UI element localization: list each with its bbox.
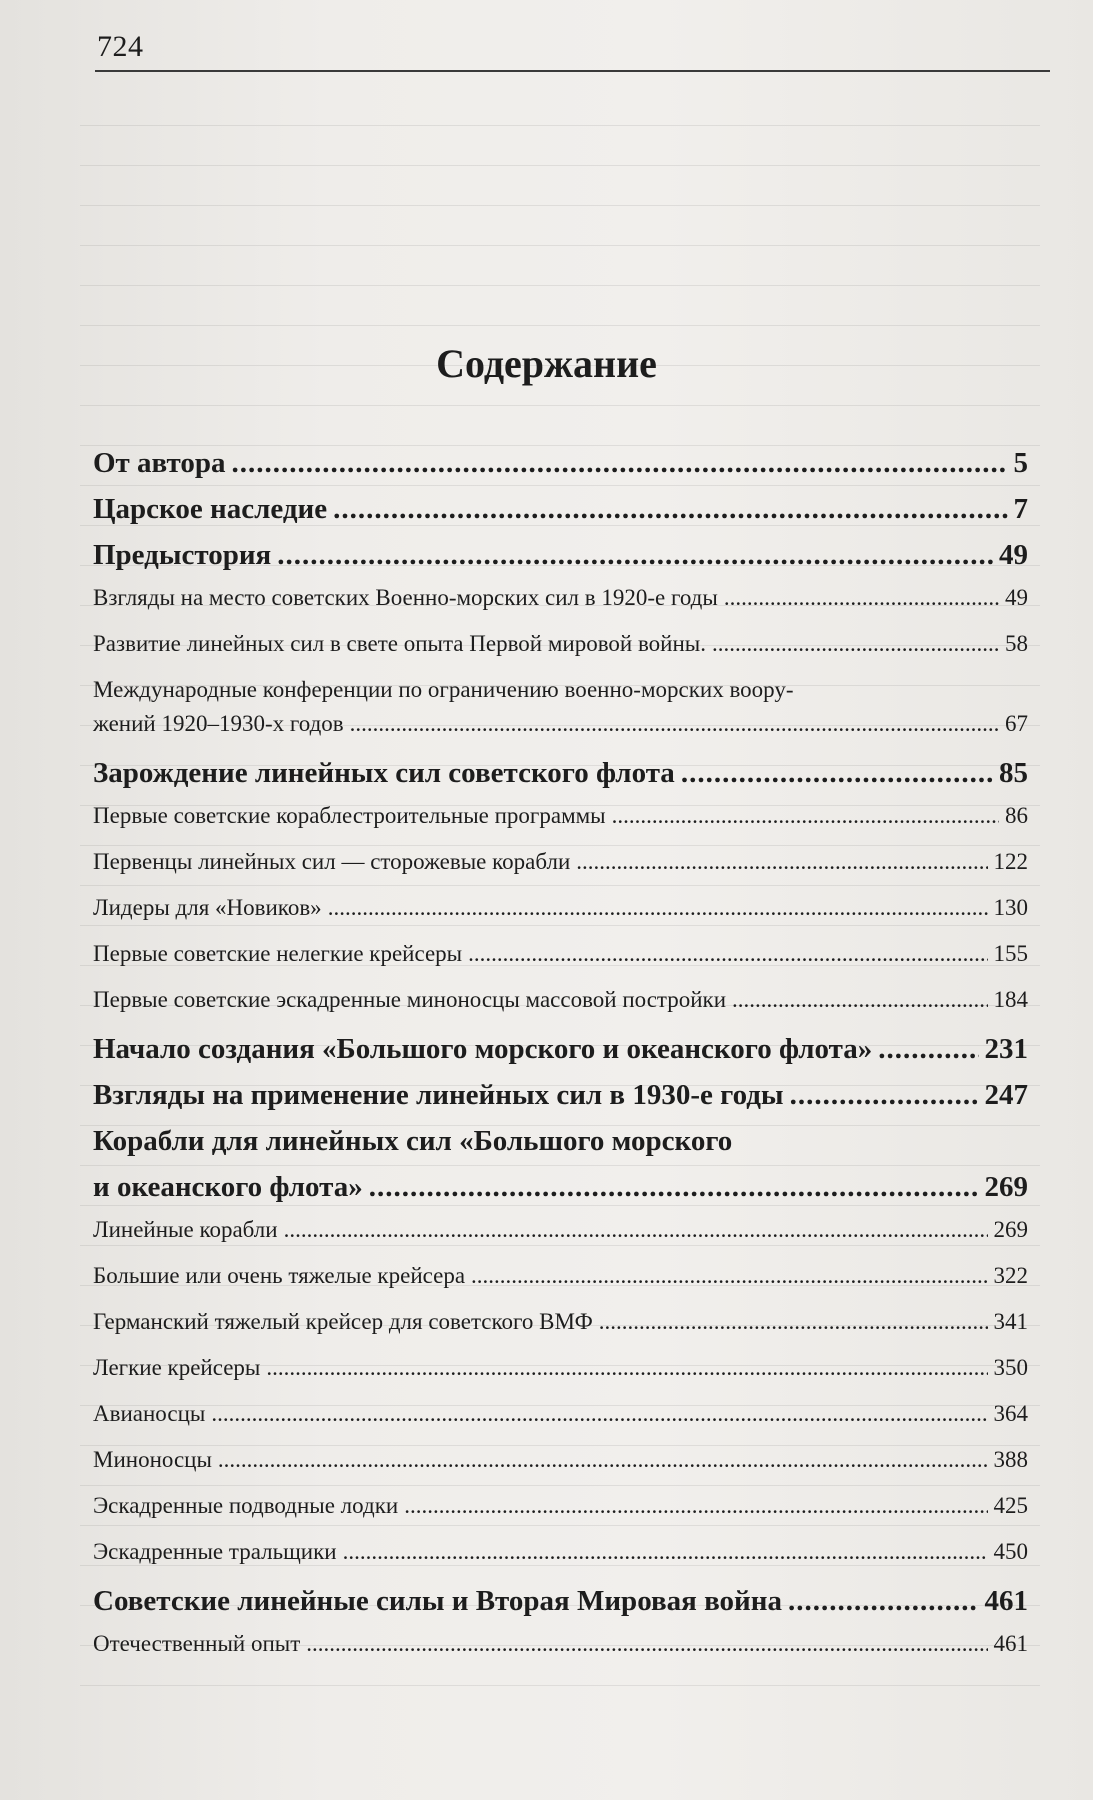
- dot-leader: [231, 447, 1007, 480]
- toc-entry-page: 67: [1005, 711, 1028, 736]
- toc-entry[interactable]: [93, 1585, 1028, 1631]
- toc-entry-page: 269: [984, 1171, 1028, 1203]
- dot-leader: [328, 895, 988, 921]
- toc-entry-page: 86: [1005, 803, 1028, 828]
- toc-entry-label: Миноносцы: [93, 1447, 212, 1472]
- toc-entry[interactable]: [93, 803, 1028, 849]
- toc-entry[interactable]: [93, 1263, 1028, 1309]
- toc-entry-page: 247: [984, 1079, 1028, 1111]
- header-rule: [95, 70, 1050, 72]
- dot-leader: [277, 539, 993, 572]
- dot-leader: [732, 987, 987, 1013]
- toc-entry-label: Эскадренные тральщики: [93, 1539, 337, 1564]
- toc-entry-label: От автора: [93, 447, 226, 479]
- dot-leader: [712, 631, 999, 657]
- toc-entry-label: жений 1920–1930-х годов: [93, 711, 344, 736]
- dot-leader: [599, 1309, 988, 1335]
- dot-leader: [343, 1539, 988, 1565]
- toc-entry-first-line[interactable]: Корабли для линейных сил «Большого морского: [93, 1125, 733, 1157]
- toc-entry-page: 49: [999, 539, 1028, 571]
- dot-leader: [681, 757, 993, 790]
- toc-entry[interactable]: [93, 1171, 1028, 1217]
- toc-entry-page: 341: [993, 1309, 1028, 1334]
- toc-entry-label: Взгляды на применение линейных сил в 1930-е годы: [93, 1079, 784, 1111]
- toc-entry[interactable]: [93, 1217, 1028, 1263]
- dot-leader: [211, 1401, 987, 1427]
- toc-entry-label: Первые советские кораблестроительные программы: [93, 803, 606, 828]
- dot-leader: [404, 1493, 987, 1519]
- toc-entry[interactable]: [93, 447, 1028, 493]
- toc-entry-first-line[interactable]: Международные конференции по ограничению военно-морских воору-: [93, 677, 794, 702]
- dot-leader: [306, 1631, 987, 1657]
- toc-entry[interactable]: [93, 585, 1028, 631]
- toc-entry-page: 130: [993, 895, 1028, 920]
- toc-entry-page: 450: [993, 1539, 1028, 1564]
- dot-leader: [266, 1355, 987, 1381]
- toc-entry-page: 364: [993, 1401, 1028, 1426]
- toc-entry-label: Линейные корабли: [93, 1217, 278, 1242]
- toc-entry[interactable]: [93, 1493, 1028, 1539]
- dot-leader: [788, 1585, 979, 1618]
- page-number: 724: [97, 30, 144, 63]
- dot-leader: [218, 1447, 988, 1473]
- dot-leader: [350, 711, 999, 737]
- dot-leader: [576, 849, 987, 875]
- dot-leader: [468, 941, 987, 967]
- toc-entry[interactable]: [93, 1539, 1028, 1585]
- toc-entry[interactable]: [93, 1355, 1028, 1401]
- toc-entry-label: Первенцы линейных сил — сторожевые корабли: [93, 849, 571, 874]
- toc-entry-page: 231: [984, 1033, 1028, 1065]
- toc-entry-label: Зарождение линейных сил советского флота: [93, 757, 675, 789]
- dot-leader: [471, 1263, 987, 1289]
- toc-entry[interactable]: [93, 493, 1028, 539]
- toc-entry-label: Германский тяжелый крейсер для советского ВМФ: [93, 1309, 593, 1334]
- toc-entry-label: Отечественный опыт: [93, 1631, 301, 1656]
- toc-entry[interactable]: [93, 941, 1028, 987]
- toc-entry-label: Предыстория: [93, 539, 272, 571]
- toc-entry-label: и океанского флота»: [93, 1171, 363, 1203]
- toc-entry-page: 322: [993, 1263, 1028, 1288]
- toc-entry-label: Лидеры для «Новиков»: [93, 895, 322, 920]
- dot-leader: [333, 493, 1007, 526]
- toc-entry-label: Авианосцы: [93, 1401, 206, 1426]
- toc-entry-label: Царское наследие: [93, 493, 328, 525]
- toc-entry[interactable]: [93, 1079, 1028, 1125]
- toc-entry[interactable]: [93, 1033, 1028, 1079]
- toc-entry[interactable]: [93, 711, 1028, 757]
- toc-entry-label: Советские линейные силы и Вторая Мировая война: [93, 1585, 782, 1617]
- dot-leader: [724, 585, 999, 611]
- toc-entry[interactable]: [93, 987, 1028, 1033]
- dot-leader: [612, 803, 999, 829]
- toc-entry-page: 122: [993, 849, 1028, 874]
- toc-entry[interactable]: [93, 895, 1028, 941]
- toc-entry[interactable]: [93, 757, 1028, 803]
- toc-entry-page: 388: [993, 1447, 1028, 1472]
- dot-leader: [878, 1033, 978, 1066]
- table-of-contents: [93, 447, 1028, 1677]
- toc-entry-label: Легкие крейсеры: [93, 1355, 261, 1380]
- toc-entry-page: 184: [993, 987, 1028, 1012]
- toc-entry-label: Первые советские эскадренные миноносцы массовой постройки: [93, 987, 727, 1012]
- toc-entry-page: 461: [984, 1585, 1028, 1617]
- toc-entry-page: 269: [993, 1217, 1028, 1242]
- toc-entry-page: 49: [1005, 585, 1028, 610]
- toc-entry[interactable]: [93, 1631, 1028, 1677]
- toc-entry[interactable]: [93, 539, 1028, 585]
- toc-entry-label: Развитие линейных сил в свете опыта Первой мировой войны.: [93, 631, 706, 656]
- toc-entry[interactable]: [93, 849, 1028, 895]
- dot-leader: [284, 1217, 988, 1243]
- toc-entry-page: 461: [993, 1631, 1028, 1656]
- toc-entry-page: 7: [1013, 493, 1028, 525]
- toc-entry-label: Первые советские нелегкие крейсеры: [93, 941, 463, 966]
- toc-entry[interactable]: [93, 631, 1028, 677]
- toc-entry[interactable]: [93, 1401, 1028, 1447]
- toc-entry-page: 58: [1005, 631, 1028, 656]
- toc-entry[interactable]: [93, 1447, 1028, 1493]
- toc-entry-label: Эскадренные подводные лодки: [93, 1493, 399, 1518]
- toc-entry-page: 155: [993, 941, 1028, 966]
- dot-leader: [790, 1079, 979, 1112]
- toc-entry-page: 425: [993, 1493, 1028, 1518]
- toc-entry-page: 5: [1013, 447, 1028, 479]
- toc-entry-label: Взгляды на место советских Военно-морских сил в 1920-е годы: [93, 585, 718, 610]
- toc-entry[interactable]: [93, 1309, 1028, 1355]
- toc-entry-label: Большие или очень тяжелые крейсера: [93, 1263, 466, 1288]
- toc-entry-label: Начало создания «Большого морского и океанского флота»: [93, 1033, 873, 1065]
- toc-entry-page: 85: [999, 757, 1028, 789]
- toc-title: Содержание: [436, 341, 657, 386]
- dot-leader: [369, 1171, 979, 1204]
- toc-entry-page: 350: [993, 1355, 1028, 1380]
